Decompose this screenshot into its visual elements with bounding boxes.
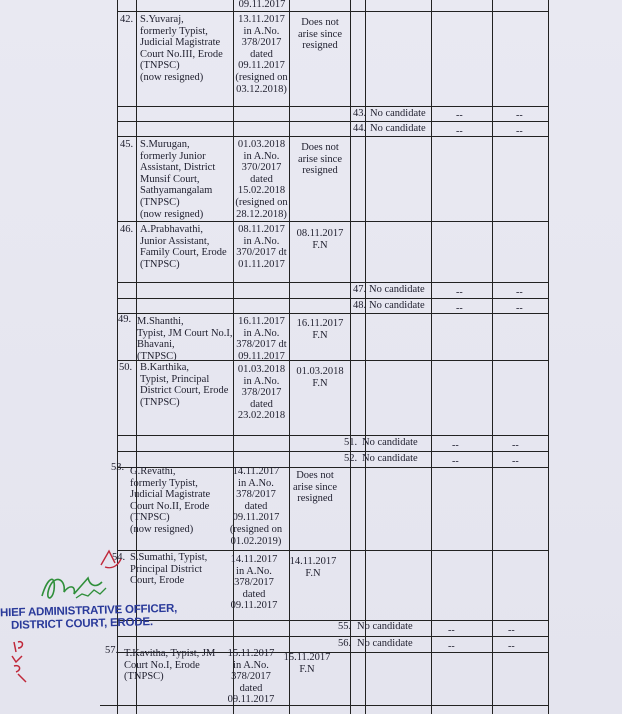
candidate-details: G.Revathi, formerly Typist, Judicial Magistrate Court No.II, Erode (TNPSC) (now resigned) xyxy=(130,466,211,535)
serial-number: 45. xyxy=(120,139,134,150)
joining-date: 15.11.2017 F.N xyxy=(283,652,331,675)
joining-date: Does not arise since resigned xyxy=(297,17,343,52)
empty-cell-dash: -- xyxy=(516,110,523,121)
table-row-line xyxy=(117,11,549,12)
posting-order: 14.11.2017 in A.No. 378/2017 dated 09.11.2017 xyxy=(230,554,278,612)
officer-stamp-line-2: DISTRICT COURT, ERODE. xyxy=(10,616,154,632)
empty-cell-dash: -- xyxy=(508,625,515,636)
table-row-line xyxy=(117,620,549,621)
joining-date: 08.11.2017 F.N xyxy=(296,228,344,251)
joining-date: 01.03.2018 F.N xyxy=(296,366,344,389)
empty-cell-dash: -- xyxy=(448,641,455,652)
table-bottom-line xyxy=(100,705,549,706)
table-row-line xyxy=(117,282,549,283)
posting-order: 15.11.2017 in A.No. 378/2017 dated 09.11.2017 xyxy=(227,648,275,706)
candidate-details: M.Shanthi, Typist, JM Court No.I, Bhavani, (TNPSC) xyxy=(137,316,233,362)
posting-order: 16.11.2017 in A.No. 378/2017 dt 09.11.2017 xyxy=(236,316,287,362)
joining-date: 16.11.2017 F.N xyxy=(296,318,344,341)
handwritten-red-initials xyxy=(8,636,48,686)
empty-cell-dash: -- xyxy=(456,303,463,314)
handwritten-red-mark xyxy=(95,545,125,575)
table-row-line xyxy=(117,121,549,122)
vacancy-status: No candidate xyxy=(370,108,426,119)
candidate-details: T.Kavitha, Typist, JM Court No.I, Erode (TNPSC) xyxy=(124,648,216,683)
posting-order: 01.03.2018 in A.No. 378/2017 dated 23.02.2018 xyxy=(237,364,286,422)
serial-number: 54. xyxy=(112,552,126,563)
vacancy-status: No candidate xyxy=(369,284,425,295)
empty-cell-dash: -- xyxy=(512,440,519,451)
serial-number: 56. xyxy=(338,638,352,649)
previous-row-date: 09.11.2017 xyxy=(238,0,286,10)
vacancy-status: No candidate xyxy=(362,453,418,464)
serial-number: 57. xyxy=(105,645,119,656)
empty-cell-dash: -- xyxy=(516,303,523,314)
serial-number: 48. xyxy=(353,300,367,311)
empty-cell-dash: -- xyxy=(452,440,459,451)
vacancy-status: No candidate xyxy=(362,437,418,448)
table-row-line xyxy=(117,636,549,637)
serial-number: 53. xyxy=(111,462,125,473)
table-col-line xyxy=(350,0,351,714)
vacancy-status: No candidate xyxy=(369,300,425,311)
empty-cell-dash: -- xyxy=(512,456,519,467)
table-row-line xyxy=(117,298,549,299)
posting-order: 13.11.2017 in A.No. 378/2017 dated 09.11.2017 (resigned on 03.12.2018) xyxy=(235,14,288,95)
table-row-line xyxy=(117,435,549,436)
table-col-line xyxy=(289,0,290,714)
candidate-details: S.Yuvaraj, formerly Typist, Judicial Magistrate Court No.III, Erode (TNPSC) (now resigned) xyxy=(140,14,223,83)
joining-date: Does not arise since resigned xyxy=(297,142,343,177)
serial-number: 42. xyxy=(120,14,134,25)
table-row-line xyxy=(117,313,549,314)
vacancy-status: No candidate xyxy=(357,638,413,649)
empty-cell-dash: -- xyxy=(516,287,523,298)
serial-number: 55. xyxy=(338,621,352,632)
empty-cell-dash: -- xyxy=(516,126,523,137)
empty-cell-dash: -- xyxy=(448,625,455,636)
serial-number: 51. xyxy=(344,437,358,448)
candidate-details: S.Sumathi, Typist, Principal District Court, Erode xyxy=(130,552,208,587)
officer-stamp-line-1: HIEF ADMINISTRATIVE OFFICER, xyxy=(0,602,178,620)
serial-number: 47. xyxy=(353,284,367,295)
serial-number: 43. xyxy=(353,108,367,119)
vacancy-status: No candidate xyxy=(370,123,426,134)
vacancy-status: No candidate xyxy=(357,621,413,632)
candidate-details: B.Karthika, Typist, Principal District Court, Erode (TNPSC) xyxy=(140,362,229,408)
candidate-details: A.Prabhavathi, Junior Assistant, Family Court, Erode (TNPSC) xyxy=(140,224,227,270)
table-row-line xyxy=(117,136,549,137)
table-row-line xyxy=(117,451,549,452)
joining-date: Does not arise since resigned xyxy=(292,470,338,505)
posting-order: 14.11.2017 in A.No. 378/2017 dated 09.11.2017 (resigned on 01.02.2019) xyxy=(229,466,283,547)
candidate-details: S.Murugan, formerly Junior Assistant, District Munsif Court, Sathyamangalam (TNPSC) (now resigned) xyxy=(140,139,216,220)
table-row-line xyxy=(117,106,549,107)
serial-number: 52. xyxy=(344,453,358,464)
empty-cell-dash: -- xyxy=(508,641,515,652)
empty-cell-dash: -- xyxy=(456,126,463,137)
empty-cell-dash: -- xyxy=(456,110,463,121)
serial-number: 44. xyxy=(353,123,367,134)
table-col-line xyxy=(492,0,493,714)
table-row-line xyxy=(117,550,549,551)
serial-number: 46. xyxy=(120,224,134,235)
joining-date: 14.11.2017 F.N xyxy=(289,556,337,579)
posting-order: 08.11.2017 in A.No. 370/2017 dt 01.11.2017 xyxy=(236,224,287,270)
posting-order: 01.03.2018 in A.No. 370/2017 dated 15.02.2018 (resigned on 28.12.2018) xyxy=(235,139,288,220)
empty-cell-dash: -- xyxy=(452,456,459,467)
table-border-right xyxy=(548,0,549,714)
table-row-line xyxy=(117,221,549,222)
empty-cell-dash: -- xyxy=(456,287,463,298)
serial-number: 49. xyxy=(118,314,132,325)
table-col-line xyxy=(431,0,432,714)
serial-number: 50. xyxy=(119,362,133,373)
